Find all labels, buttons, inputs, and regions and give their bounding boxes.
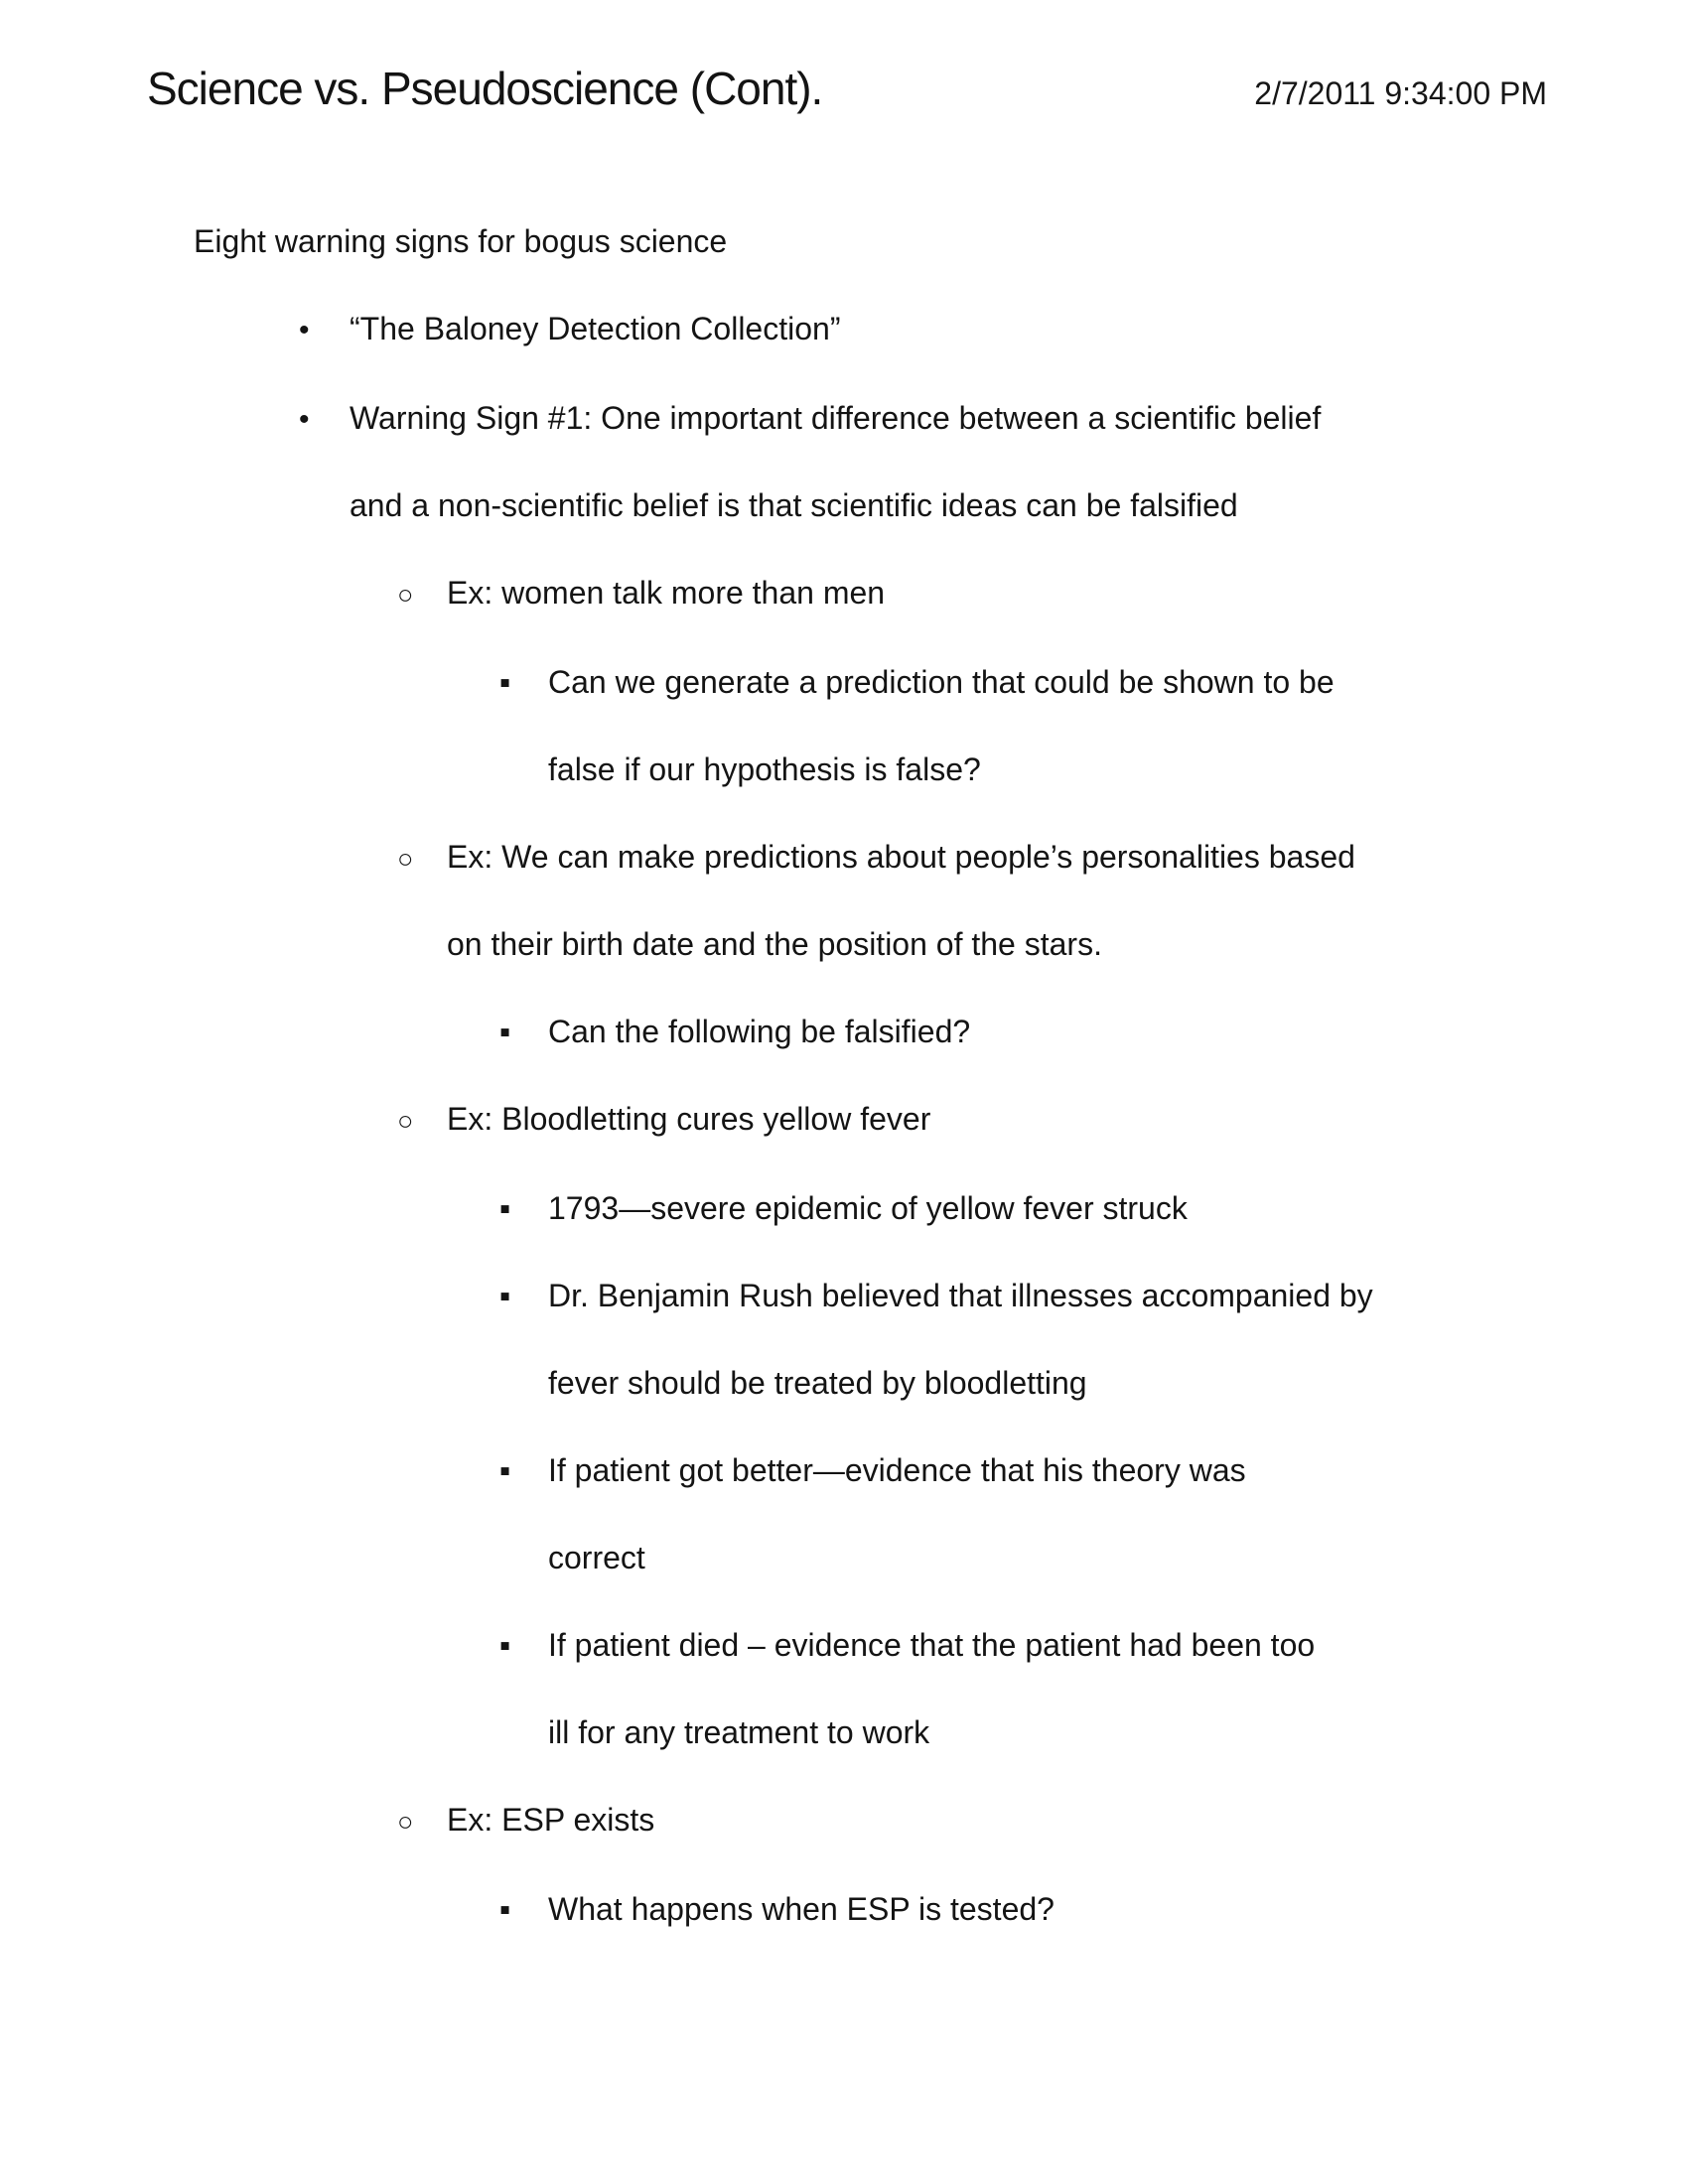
outline-item [0,1164,1688,1252]
bullet-square-icon: ▪ [499,1452,511,1488]
outline-line: Can the following be falsified? [548,1014,971,1049]
outline-line: Ex: We can make predictions about people’s personalities based [447,839,1355,875]
bullet-circle-icon: ○ [397,844,414,874]
outline-item [0,638,1688,813]
outline-item [0,285,1688,374]
outline-item [0,1252,1688,1427]
outline-line: Can we generate a prediction that could be shown to be [548,664,1335,700]
outline-item [0,1601,1688,1776]
outline-line: Dr. Benjamin Rush believed that illnesses accompanied by [548,1278,1373,1313]
outline-item-text [447,1776,654,1863]
outline-intro-text [194,198,727,285]
outline-line: fever should be treated by bloodletting [548,1365,1087,1401]
outline-item-text [447,549,885,636]
outline-line: Ex: women talk more than men [447,575,886,611]
bullet-square-icon: ▪ [499,1014,511,1049]
outline-item-text [350,374,1321,549]
bullet-square-icon: ▪ [499,1891,511,1927]
outline-line: on their birth date and the position of the stars. [447,926,1102,962]
outline-item-text [548,1865,1055,1953]
outline-item [0,374,1688,549]
outline-line: If patient got better—evidence that his theory was [548,1452,1246,1488]
outline-item [0,1075,1688,1164]
outline-line: ill for any treatment to work [548,1714,930,1750]
outline-item [0,1427,1688,1601]
outline-line: Warning Sign #1: One important difference between a scientific belief [350,400,1322,436]
outline-line: Ex: ESP exists [447,1802,655,1838]
outline-intro-row [0,198,1688,285]
outline-item-text [548,1427,1246,1601]
bullet-square-icon: ▪ [499,1627,511,1663]
page-title: Science vs. Pseudoscience (Cont). [147,63,823,114]
outline-line: What happens when ESP is tested? [548,1891,1055,1927]
bullet-disc-icon: • [299,314,310,346]
outline-intro: Eight warning signs for bogus science [194,223,728,259]
bullet-square-icon: ▪ [499,1190,511,1226]
outline-item [0,1865,1688,1953]
outline-line: false if our hypothesis is false? [548,751,981,787]
outline-item-text [548,988,970,1075]
outline-line: If patient died – evidence that the patient had been too [548,1627,1316,1663]
bullet-square-icon: ▪ [499,664,511,700]
outline-item-text [548,638,1335,813]
outline-item-text [548,1252,1373,1427]
bullet-circle-icon: ○ [397,1807,414,1837]
outline-line: “The Baloney Detection Collection” [350,311,841,346]
bullet-square-icon: ▪ [499,1278,511,1313]
bullet-disc-icon: • [299,403,310,436]
document-header [147,60,1547,117]
outline-item [0,988,1688,1075]
outline-line: Ex: Bloodletting cures yellow fever [447,1101,931,1137]
bullet-circle-icon: ○ [397,1106,414,1136]
outline [0,198,1688,1953]
outline-line: correct [548,1540,645,1575]
outline-item-text [447,1075,930,1162]
outline-item [0,813,1688,988]
outline-item-text [548,1601,1315,1776]
outline-line: 1793—severe epidemic of yellow fever struck [548,1190,1188,1226]
outline-item [0,1776,1688,1865]
outline-item-text [447,813,1355,988]
bullet-circle-icon: ○ [397,580,414,610]
outline-item-text [548,1164,1188,1252]
outline-line: and a non-scientific belief is that scientific ideas can be falsified [350,487,1238,523]
outline-item-text [350,285,840,372]
outline-item [0,549,1688,638]
page-timestamp: 2/7/2011 9:34:00 PM [1254,75,1547,111]
